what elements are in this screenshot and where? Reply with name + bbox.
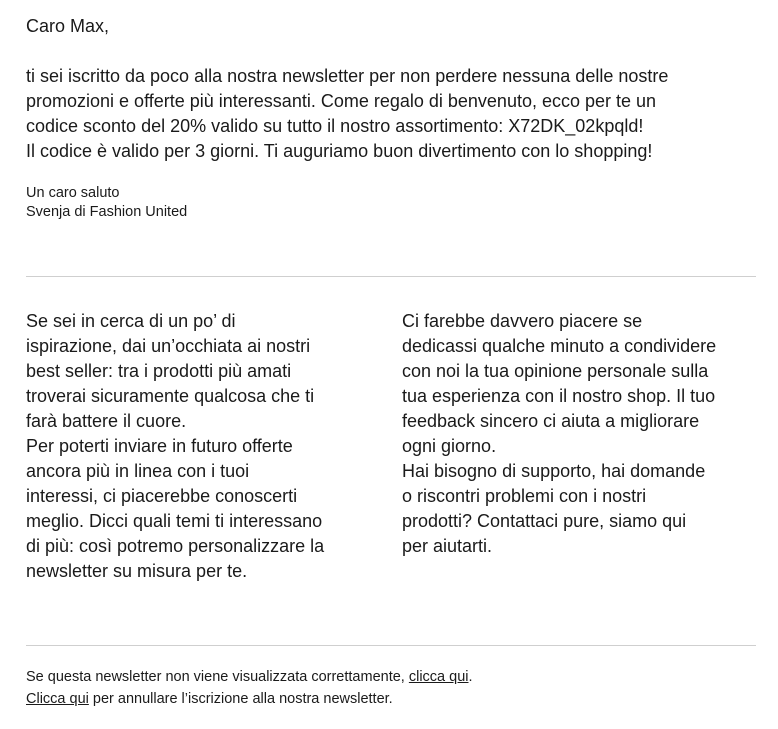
email-body — [26, 14, 756, 222]
left-column-line: Se sei in cerca di un po’ di — [26, 311, 236, 331]
view-online-text: Se questa newsletter non viene visualizzata correttamente, — [26, 669, 409, 685]
right-column — [402, 309, 762, 559]
left-column-line: best seller: tra i prodotti più amati — [26, 361, 292, 381]
view-online-link[interactable]: clicca qui — [408, 669, 469, 685]
left-column-line: interessi, ci piacerebbe conoscerti — [26, 486, 298, 506]
left-column-line: troverai sicuramente qualcosa che ti — [26, 386, 315, 406]
left-column-line: farà battere il cuore. — [26, 411, 187, 431]
left-column-line: ispirazione, dai un’occhiata ai nostri — [26, 336, 311, 356]
divider-bottom — [26, 645, 756, 646]
right-column-line: con noi la tua opinione personale sulla — [402, 361, 709, 381]
closing: Un caro saluto — [26, 185, 120, 201]
intro-line: Il codice è valido per 3 giorni. Ti auguriamo buon divertimento con lo shopping! — [26, 141, 653, 161]
right-column-line: o riscontri problemi con i nostri — [402, 486, 647, 506]
left-column-line: newsletter su misura per te. — [26, 561, 248, 581]
signoff — [26, 184, 756, 222]
left-column-line: di più: così potremo personalizzare la — [26, 536, 325, 556]
view-online-row — [26, 666, 473, 688]
left-column-line: Per poterti inviare in futuro offerte — [26, 436, 293, 456]
right-column-line: dedicassi qualche minuto a condividere — [402, 336, 717, 356]
greeting: Caro Max, — [26, 16, 110, 36]
left-column-line: meglio. Dicci quali temi ti interessano — [26, 511, 323, 531]
right-column-line: prodotti? Contattaci pure, siamo qui — [402, 511, 687, 531]
footer — [26, 666, 473, 710]
intro-line: promozioni e offerte più interessanti. Come regalo di benvenuto, ecco per te un — [26, 91, 657, 111]
right-column-line: Hai bisogno di supporto, hai domande — [402, 461, 706, 481]
right-column-line: feedback sincero ci aiuta a migliorare — [402, 411, 700, 431]
unsubscribe-text: per annullare l’iscrizione alla nostra newsletter. — [88, 691, 393, 707]
right-column-line: per aiutarti. — [402, 536, 493, 556]
divider-top — [26, 276, 756, 277]
right-column-line: tua esperienza con il nostro shop. Il tuo — [402, 386, 716, 406]
unsubscribe-link[interactable]: Clicca qui — [26, 691, 89, 707]
view-online-period: . — [468, 669, 473, 685]
intro-line: ti sei iscritto da poco alla nostra newsletter per non perdere nessuna delle nostre — [26, 66, 669, 86]
left-column — [26, 309, 366, 584]
signature: Svenja di Fashion United — [26, 204, 188, 220]
right-column-line: ogni giorno. — [402, 436, 497, 456]
left-column-line: ancora più in linea con i tuoi — [26, 461, 250, 481]
unsubscribe-row — [26, 688, 473, 710]
intro-paragraph — [26, 64, 756, 164]
intro-line: codice sconto del 20% valido su tutto il nostro assortimento: X72DK_02kpqld! — [26, 116, 644, 136]
right-column-line: Ci farebbe davvero piacere se — [402, 311, 643, 331]
